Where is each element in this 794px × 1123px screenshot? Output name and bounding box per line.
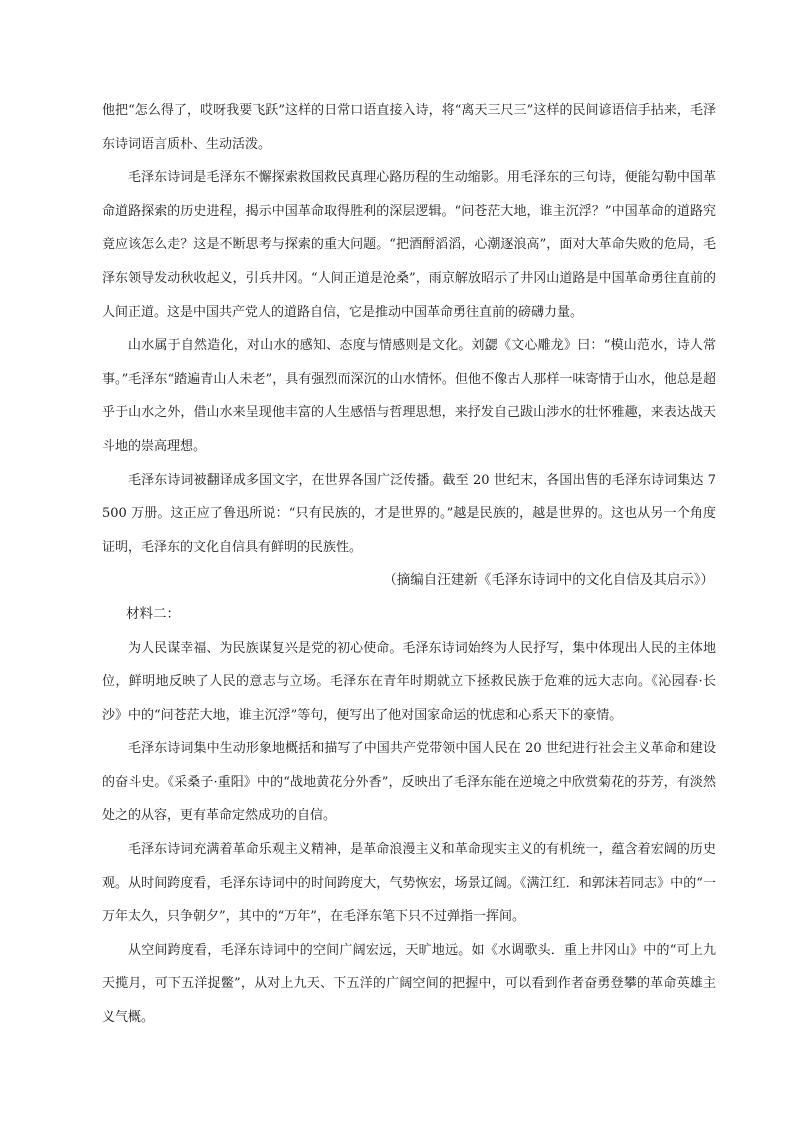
paragraph-struggle: 毛泽东诗词集中生动形象地概括和描写了中国共产党带领中国人民在 20 世纪进行社会主义革命和建设的奋斗史。《采桑子·重阳》中的“战地黄花分外香”，反映出了毛泽东能在逆境之中欣赏菊花的芬芳，有淡然处之的从容，更有革命定然成功的自信。: [102, 741, 716, 824]
paragraph-continued: 他把“怎么得了，哎呀我要飞跃”这样的日常口语直接入诗，将“离天三尺三”这样的民间谚语信手拈来，毛泽东诗词语言质朴、生动活泼。: [102, 103, 716, 152]
paragraph-revolution-path: 毛泽东诗词是毛泽东不懈探索救国救民真理心路历程的生动缩影。用毛泽东的三句诗，便能勾勒中国革命道路探索的历史进程，揭示中国革命取得胜利的深层逻辑。“问苍茫大地，谁主沉浮？”中国革命的道路究竟应该怎么走？这是不断思考与探索的重大问题。“把酒酹滔滔，心潮逐浪高”，面对大革命失败的危局，毛泽东领导发动秋收起义，引兵井冈。“人间正道是沧桑”，雨京解放昭示了井冈山道路是中国革命勇往直前的人间正道。这是中国共产党人的道路自信，它是推动中国革命勇往直前的磅礴力量。: [102, 170, 716, 320]
source-citation: （摘编自汪建新《毛泽东诗词中的文化自信及其启示》）: [383, 572, 714, 589]
paragraph-optimism: 毛泽东诗词充满着革命乐观主义精神，是革命浪漫主义和革命现实主义的有机统一，蕴含着宏阔的历史观。从时间跨度看，毛泽东诗词中的时间跨度大，气势恢宏，场景辽阔。《满江红．和郭沫若同志》中的“一万年太久，只争朝夕”，其中的“万年”，在毛泽东笔下只不过弹指一挥间。: [102, 842, 716, 925]
paragraph-landscape: 山水属于自然造化，对山水的感知、态度与情感则是文化。刘勰《文心雕龙》曰：“模山范水，诗人常事。”毛泽东“踏遍青山人未老”，具有强烈而深沉的山水情怀。但他不像古人那样一味寄情于山水，他总是超乎于山水之外，借山水来呈现他丰富的人生感悟与哲理思想，来抒发自己跋山涉水的壮怀雅趣，来表达战天斗地的崇高理想。: [102, 338, 716, 454]
paragraph-people: 为人民谋幸福、为民族谋复兴是党的初心使命。毛泽东诗词始终为人民抒写，集中体现出人民的主体地位，鲜明地反映了人民的意志与立场。毛泽东在青年时期就立下拯救民族于危难的远大志向。《沁园春·长沙》中的“问苍茫大地，谁主沉浮”等句，便写出了他对国家命运的忧虑和心系天下的豪情。: [102, 640, 716, 723]
material-two-label: 材料二：: [126, 605, 180, 622]
document-page: [102, 94, 716, 1035]
paragraph-space: 从空间跨度看，毛泽东诗词中的空间广阔宏远，天旷地远。如《水调歌头．重上井冈山》中的“可上九天揽月，可下五洋捉鳖”，从对上九天、下五洋的广阔空间的把握中，可以看到作者奋勇登攀的革命英雄主义气概。: [102, 942, 716, 1026]
paragraph-translation: 毛泽东诗词被翻译成多国文字，在世界各国广泛传播。截至 20 世纪末，各国出售的毛泽东诗词集达 7500 万册。这正应了鲁迅所说：“只有民族的，才是世界的。”越是民族的，越是世界的。这也从另一个角度证明，毛泽东的文化自信具有鲜明的民族性。: [102, 472, 716, 555]
